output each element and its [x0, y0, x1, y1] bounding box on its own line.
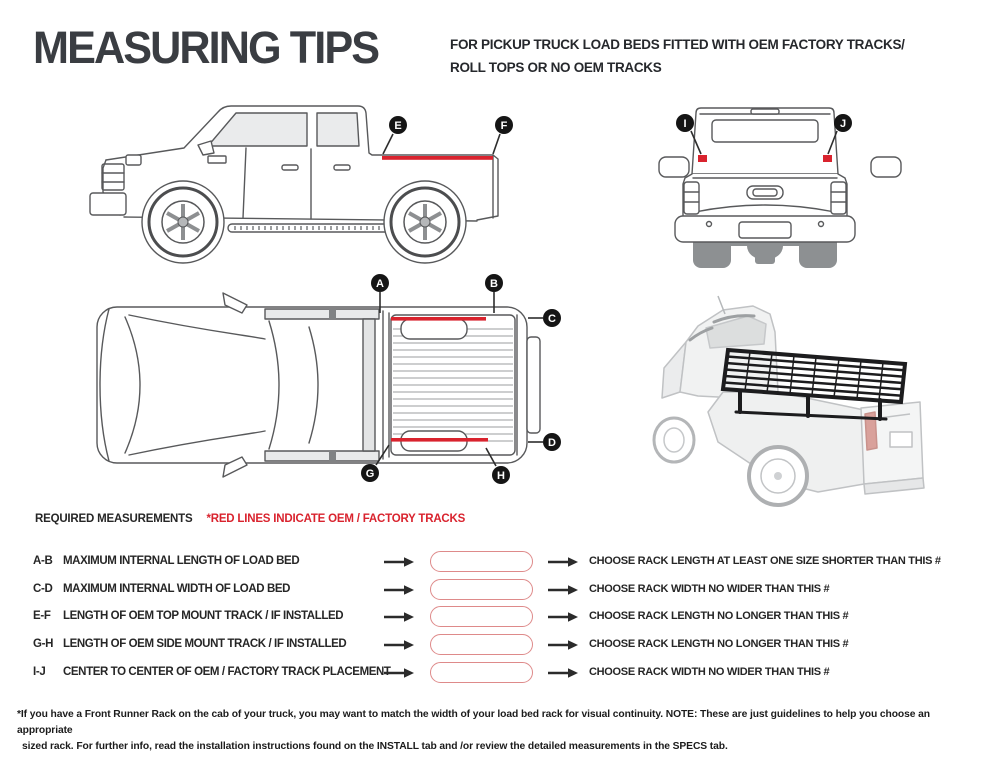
- svg-text:H: H: [497, 470, 505, 482]
- measurement-input-ij[interactable]: [430, 662, 533, 683]
- measurement-row-ef: [0, 606, 993, 628]
- section-title: REQUIRED MEASUREMENTS: [35, 513, 193, 525]
- arrow-right-icon: [383, 639, 415, 651]
- row-instruction: CHOOSE RACK LENGTH NO LONGER THAN THIS #: [589, 610, 849, 622]
- arrow-right-icon: [383, 556, 415, 568]
- arrow-right-icon: [383, 584, 415, 596]
- svg-text:J: J: [839, 118, 847, 130]
- arrow-right-icon: [547, 584, 579, 596]
- row-instruction: CHOOSE RACK LENGTH NO LONGER THAN THIS #: [589, 638, 849, 650]
- oem-track-red-line-top-2: [391, 438, 488, 442]
- row-description: LENGTH OF OEM SIDE MOUNT TRACK / IF INSTALLED: [63, 638, 347, 650]
- measurement-input-cd[interactable]: [430, 579, 533, 600]
- marker-d: [528, 433, 561, 451]
- truck-top-view-illustration: [95, 273, 575, 498]
- marker-f: [493, 116, 513, 154]
- footnote-line-1: *If you have a Front Runner Rack on the cab of your truck, you may want to match the width of your load bed rack for visual continuity. NOTE: These are just guidelines to help you choose an appropriate: [17, 709, 930, 736]
- oem-track-red-line-side: [382, 156, 493, 160]
- svg-text:I: I: [683, 118, 687, 130]
- arrow-right-icon: [547, 611, 579, 623]
- row-key: C-D: [33, 583, 53, 595]
- marker-c: [528, 309, 561, 327]
- truck-with-rack-render: [628, 292, 988, 507]
- row-key: A-B: [33, 555, 53, 567]
- footnote: [17, 707, 983, 755]
- svg-text:B: B: [490, 278, 498, 290]
- page-subtitle: [450, 33, 970, 79]
- arrow-right-icon: [383, 611, 415, 623]
- truck-rear-view-illustration: [655, 100, 905, 270]
- footnote-line-2: sized rack. For further info, read the installation instructions found on the INSTALL tab and /or review the detailed measurements in the SPECS tab.: [22, 741, 728, 752]
- required-measurements-header: [35, 513, 465, 525]
- truck-side-view-illustration: [80, 98, 520, 273]
- row-key: G-H: [33, 638, 54, 650]
- oem-track-red-mark-left: [698, 155, 707, 162]
- svg-text:F: F: [500, 120, 508, 132]
- svg-text:D: D: [548, 437, 556, 449]
- svg-text:C: C: [548, 313, 556, 325]
- row-description: CENTER TO CENTER OF OEM / FACTORY TRACK PLACEMENT: [63, 666, 391, 678]
- red-lines-note: *RED LINES INDICATE OEM / FACTORY TRACKS: [206, 513, 466, 525]
- arrow-right-icon: [547, 556, 579, 568]
- measurement-input-ef[interactable]: [430, 606, 533, 627]
- rear-wheel: [384, 181, 466, 263]
- row-key: E-F: [33, 610, 51, 622]
- marker-e: [383, 116, 407, 154]
- subtitle-line-2: ROLL TOPS OR NO OEM TRACKS: [450, 60, 662, 75]
- front-wheel: [142, 181, 224, 263]
- svg-text:E: E: [394, 120, 402, 132]
- row-description: MAXIMUM INTERNAL WIDTH OF LOAD BED: [63, 583, 291, 595]
- row-instruction: CHOOSE RACK WIDTH NO WIDER THAN THIS #: [589, 583, 830, 595]
- measurement-input-gh[interactable]: [430, 634, 533, 655]
- measurement-row-gh: [0, 634, 993, 656]
- oem-track-red-mark-right: [823, 155, 832, 162]
- row-instruction: CHOOSE RACK WIDTH NO WIDER THAN THIS #: [589, 666, 830, 678]
- measurement-row-cd: [0, 579, 993, 601]
- svg-text:A: A: [376, 278, 384, 290]
- svg-text:G: G: [365, 468, 375, 480]
- page-title: MEASURING TIPS: [33, 22, 379, 73]
- measurement-row-ij: [0, 662, 993, 684]
- row-description: MAXIMUM INTERNAL LENGTH OF LOAD BED: [63, 555, 300, 567]
- measurement-row-ab: [0, 551, 993, 573]
- subtitle-line-1: FOR PICKUP TRUCK LOAD BEDS FITTED WITH OEM FACTORY TRACKS/: [450, 37, 905, 52]
- row-description: LENGTH OF OEM TOP MOUNT TRACK / IF INSTALLED: [63, 610, 344, 622]
- row-key: I-J: [33, 666, 46, 678]
- arrow-right-icon: [547, 639, 579, 651]
- arrow-right-icon: [547, 667, 579, 679]
- row-instruction: CHOOSE RACK LENGTH AT LEAST ONE SIZE SHORTER THAN THIS #: [589, 555, 941, 567]
- arrow-right-icon: [383, 667, 415, 679]
- oem-track-red-line-top-1: [391, 317, 486, 321]
- measurement-input-ab[interactable]: [430, 551, 533, 572]
